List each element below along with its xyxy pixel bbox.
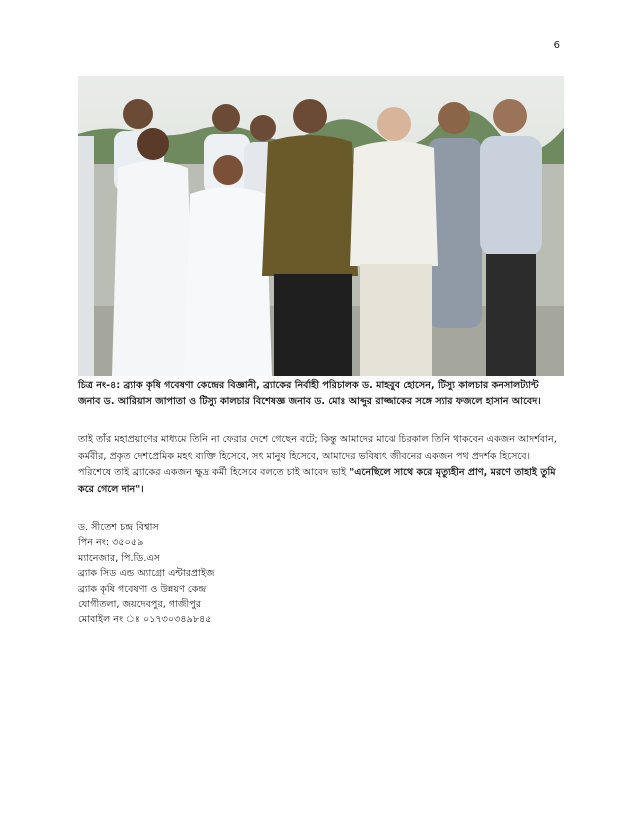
photo-caption — [78, 378, 564, 410]
author-address: যোগীতলা, জয়দেবপুর, গাজীপুর — [78, 599, 202, 611]
author-org-2: ব্র্যাক কৃষি গবেষণা ও উন্নয়ণ কেন্দ্র — [78, 583, 207, 595]
author-mobile: মোবাইল নং ঃ ০১৭৩০৩৪৯৮৪৫ — [78, 614, 212, 626]
page-number: 6 — [553, 40, 560, 51]
caption-label: চিত্র নং-৪: — [78, 380, 121, 391]
group-photo-illustration — [78, 76, 564, 376]
person-front-3 — [262, 99, 358, 376]
author-pin: পিন নং: ৩৫০৫৯ — [78, 537, 144, 549]
author-org-1: ব্র্যাক সিড এন্ড অ্যাগ্রো এন্টারপ্রাইজ — [78, 568, 215, 580]
person-front-4 — [350, 107, 438, 376]
paragraph-text: তাই তাঁর মহাপ্রয়াণের মাধ্যমে তিনি না ফেরার দেশে গেছেন বটে; কিন্তু আমাদের মাঝে চিরকাল তিনি থাকবেন একজন আদর্শবান, কর্মবীর, প্রকৃত দেশপ্রেমিক মহৎ ব্যক্তি হিসেবে, সৎ মানুষ হিসেবে, আমাদের ভবিষ্যৎ জীবনের একজন পথ প্রদর্শক হিসেবে। পরিশেষে তাই ব্র্যাকের একজন ক্ষুদ্র কর্মী হিসেবে বলতে চাই আবেদ ভাই — [78, 434, 557, 478]
author-name: ড. সীতেশ চন্দ্র বিশ্বাস — [78, 522, 159, 533]
signature-block — [78, 520, 378, 628]
paragraph-quote: "এনেছিলে সাথে করে মৃত্যুহীন প্রাণ, মরণে তাহাই তুমি করে গেলে দান"। — [78, 467, 556, 495]
caption-text: ব্র্যাক কৃষি গবেষণা কেন্দ্রের বিজ্ঞানী, ব্র্যাকের নির্বাহী পরিচালক ড. মাহবুব হোসেন, টিস্যু কালচার কনসালট্যান্ট জনাব ড. আরিয়াস জাপাতা ও টিস্যু কালচার বিশেষজ্ঞ জনাব ড. মোঃ আব্দুর রাজ্জাকের সঙ্গে স্যার ফজলে হাসান আবেদ। — [78, 380, 541, 407]
author-designation: ম্যানেজার, পি.ডি.এস — [78, 552, 161, 564]
person-back-5 — [480, 99, 542, 376]
closing-paragraph — [78, 432, 564, 498]
group-photo — [78, 76, 564, 376]
